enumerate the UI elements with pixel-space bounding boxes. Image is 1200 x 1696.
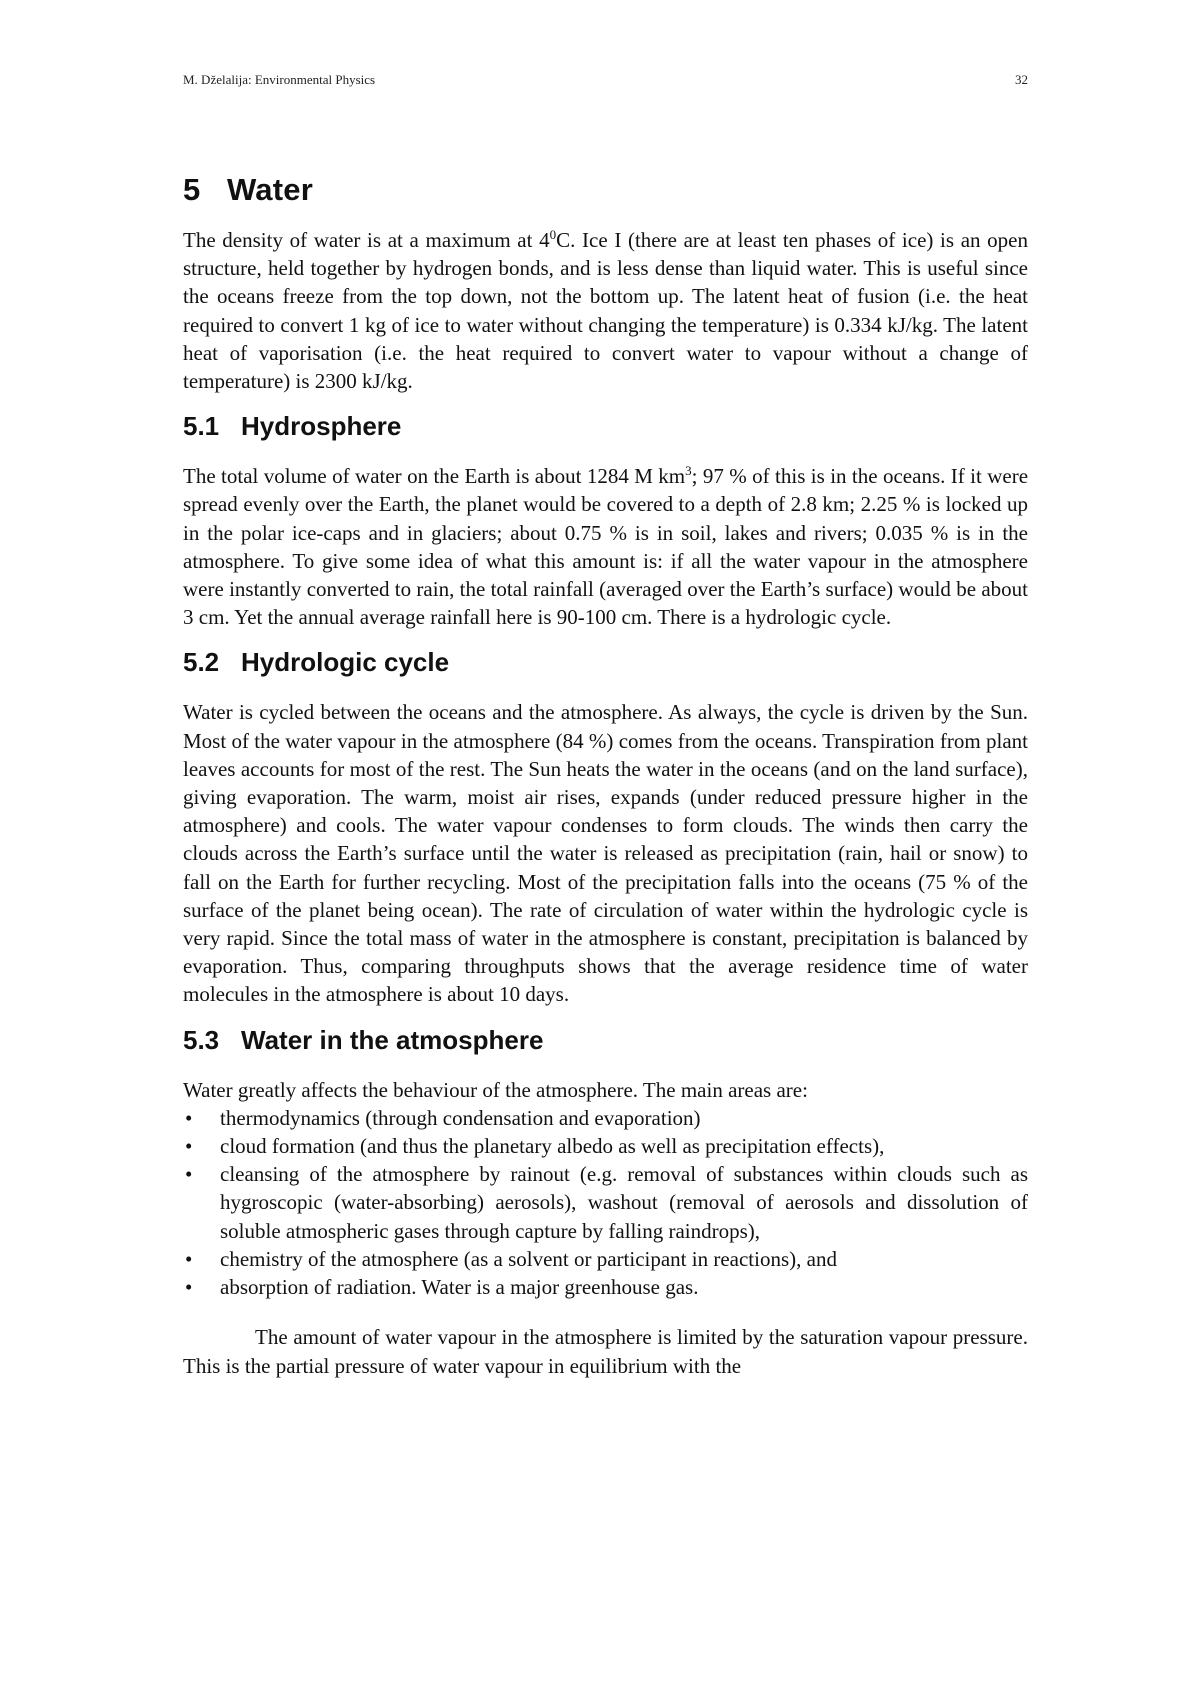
- list-item: [183, 1160, 1028, 1245]
- superscript: 0: [549, 227, 557, 242]
- paragraph-hydrologic-cycle: Water is cycled between the oceans and the atmosphere. As always, the cycle is driven by the Sun. Most of the water vapour in the atmosphere (84 %) comes from the oceans. Transpiration from plant leaves accounts for most of the rest. The Sun heats the water in the oceans (and on the land surface), giving evaporation. The warm, moist air rises, expands (under reduced pressure higher in the atmosphere) and cools. The water vapour condenses to form clouds. The winds then carry the clouds across the Earth’s surface until the water is released as precipitation (rain, hail or snow) to fall on the Earth for further recycling. Most of the precipitation falls into the oceans (75 % of the surface of the planet being ocean). The rate of circulation of water within the hydrologic cycle is very rapid. Since the total mass of water in the atmosphere is constant, precipitation is balanced by evaporation. Thus, comparing throughputs shows that the average residence time of water molecules in the atmosphere is about 10 days.: [183, 700, 1028, 1007]
- list-item-text: thermodynamics (through condensation and evaporation): [220, 1105, 701, 1130]
- header-author-title: M. Dželalija: Environmental Physics: [183, 72, 376, 87]
- chapter-title: Water: [227, 172, 313, 207]
- section-number: 5.2: [183, 647, 220, 678]
- list-item-text: chemistry of the atmosphere (as a solvent or participant in reactions), and: [220, 1246, 837, 1271]
- section-heading-hydrosphere: [183, 411, 1028, 442]
- bullet-icon: •: [185, 1105, 193, 1130]
- paragraph-text: C. Ice I (there are at least ten phases of ice) is an open structure, held together by hydrogen bonds, and is less dense than liquid water. This is useful since the oceans freeze from the top down, not the bottom up. The latent heat of fusion (i.e. the heat required to convert 1 kg of ice to water without changing the temperature) is 0.334 kJ/kg. The latent heat of vaporisation (i.e. the heat required to convert water to vapour without a change of temperature) is 2300 kJ/kg.: [183, 228, 1028, 394]
- paragraph-saturation: The amount of water vapour in the atmosphere is limited by the saturation vapour pressure. This is the partial pressure of water vapour in equilibrium with the: [183, 1325, 1028, 1378]
- list-item: [183, 1245, 1028, 1273]
- page-content: [183, 172, 1028, 1380]
- section-title: Water in the atmosphere: [241, 1024, 544, 1055]
- bullet-icon: •: [185, 1275, 193, 1300]
- superscript: 3: [685, 463, 692, 479]
- running-header: [183, 72, 1028, 88]
- list-item-text: cleansing of the atmosphere by rainout (e.g. removal of substances within clouds such as hygroscopic (water-absorbing) aerosols), washout (removal of aerosols and dissolution of soluble atmospheric gases through capture by falling raindrops),: [220, 1162, 1028, 1243]
- paragraph-text: The density of water is at a maximum at 4: [183, 228, 550, 252]
- paragraph-text: ; 97 % of this is in the oceans. If it were spread evenly over the Earth, the planet would be covered to a depth of 2.8 km; 2.25 % is locked up in the polar ice-caps and in glaciers; about 0.75 % is in soil, lakes and rivers; 0.035 % is in the atmosphere. To give some idea of what this amount is: if all the water vapour in the atmosphere were instantly converted to rain, the total rainfall (averaged over the Earth’s surface) would be about 3 cm. Yet the annual average rainfall here is 90-100 cm. There is a hydrologic cycle.: [183, 464, 1029, 630]
- section-heading-water-in-atmosphere: [183, 1025, 1028, 1056]
- list-item-text: absorption of radiation. Water is a major greenhouse gas.: [220, 1275, 699, 1300]
- list-item-text: cloud formation (and thus the planetary albedo as well as precipitation effects),: [220, 1134, 885, 1159]
- section-number: 5.3: [183, 1024, 220, 1055]
- chapter-heading: [183, 172, 1028, 208]
- section-heading-hydrologic-cycle: [183, 647, 1028, 678]
- page-number: 32: [1015, 72, 1028, 87]
- chapter-number: 5: [183, 172, 201, 207]
- section-title: Hydrologic cycle: [241, 647, 450, 678]
- paragraph-hydrosphere: [183, 462, 1028, 631]
- bullet-icon: •: [185, 1246, 193, 1271]
- list-item: [183, 1132, 1028, 1160]
- section-number: 5.1: [183, 411, 220, 442]
- list-item: [183, 1104, 1028, 1132]
- paragraph-intro: Water greatly affects the behaviour of the atmosphere. The main areas are:: [183, 1077, 808, 1102]
- bullet-icon: •: [185, 1134, 193, 1159]
- section-title: Hydrosphere: [241, 411, 402, 442]
- bullet-icon: •: [185, 1162, 193, 1187]
- list-item: [183, 1273, 1028, 1301]
- bullet-list: [183, 1104, 1028, 1301]
- paragraph-text: The total volume of water on the Earth is about 1284 M km: [183, 464, 686, 489]
- paragraph-density-of-water: [183, 226, 1028, 395]
